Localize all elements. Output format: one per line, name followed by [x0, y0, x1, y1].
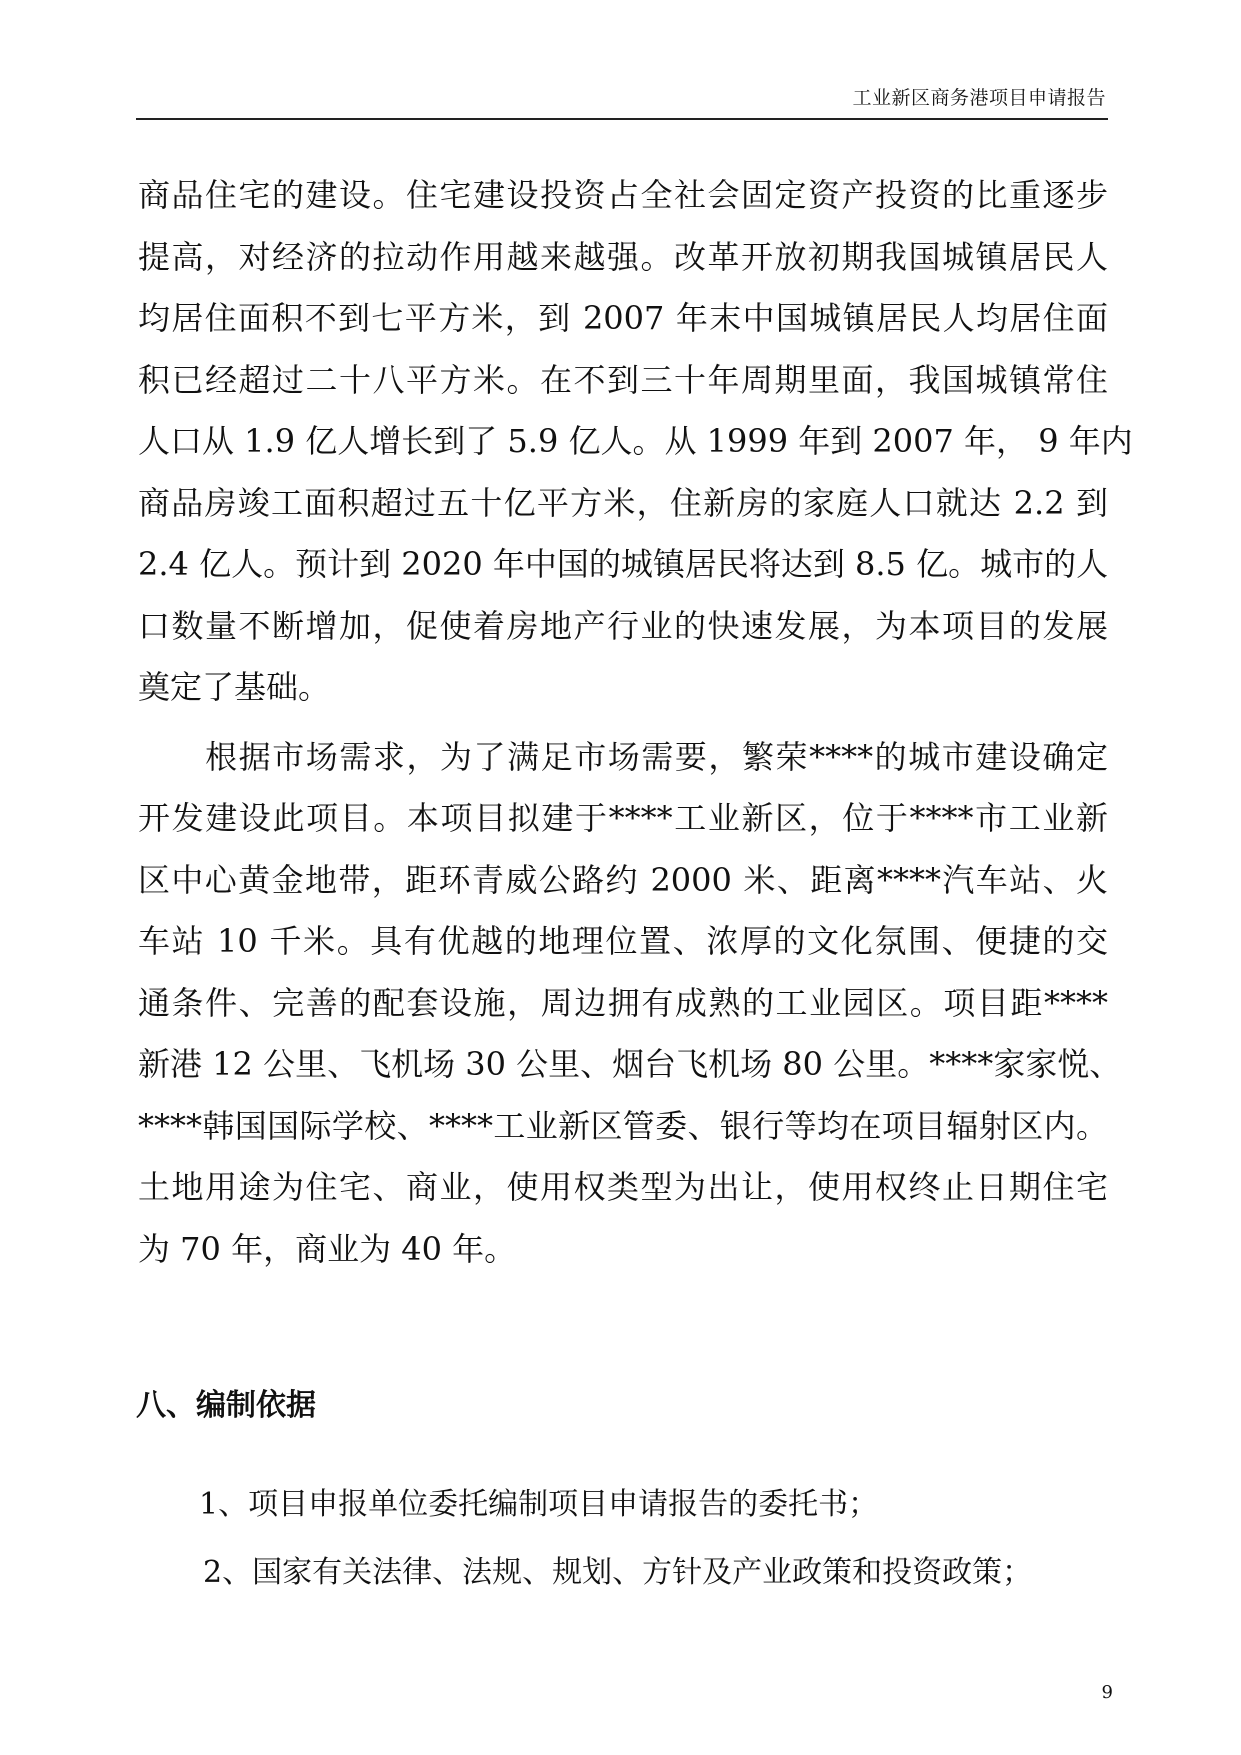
paragraph-gap	[138, 729, 1108, 737]
text-line: 根据市场需求，为了满足市场需要，繁荣****的城市建设确定	[138, 737, 1108, 776]
paragraph-market-background	[138, 175, 1133, 729]
header-title: 工业新区商务港项目申请报告	[852, 87, 1106, 109]
text-line: 新港 12 公里、飞机场 30 公里、烟台飞机场 80 公里。****家家悦、	[138, 1045, 1122, 1083]
basis-list-item: 2、国家有关法律、法规、规划、方针及产业政策和投资政策；	[203, 1555, 1033, 1590]
body-text	[138, 175, 1133, 1290]
text-line: 车站 10 千米。具有优越的地理位置、浓厚的文化氛围、便捷的交	[138, 922, 1108, 960]
text-line: 为 70 年，商业为 40 年。	[138, 1229, 517, 1268]
text-line: 均居住面积不到七平方米，到 2007 年末中国城镇居民人均居住面	[138, 299, 1108, 337]
text-line: 开发建设此项目。本项目拟建于****工业新区，位于****市工业新	[138, 799, 1108, 837]
text-line: 积已经超过二十八平方米。在不到三十年周期里面，我国城镇常住	[138, 360, 1108, 399]
text-line: ****韩国国际学校、****工业新区管委、银行等均在项目辐射区内。	[138, 1106, 1108, 1145]
text-line: 区中心黄金地带，距环青威公路约 2000 米、距离****汽车站、火	[138, 860, 1108, 899]
section-heading: 八、编制依据	[136, 1388, 316, 1423]
text-line: 奠定了基础。	[138, 668, 331, 706]
text-line: 人口从 1.9 亿人增长到了 5.9 亿人。从 1999 年到 2007 年， 9 年内	[138, 422, 1133, 460]
basis-list-item: 1、项目申报单位委托编制项目申请报告的委托书；	[199, 1487, 879, 1522]
paragraph-project-location	[138, 737, 1122, 1291]
text-line: 土地用途为住宅、商业，使用权类型为出让，使用权终止日期住宅	[138, 1168, 1108, 1206]
text-line: 2.4 亿人。预计到 2020 年中国的城镇居民将达到 8.5 亿。城市的人	[138, 545, 1109, 583]
text-line: 口数量不断增加，促使着房地产行业的快速发展，为本项目的发展	[138, 606, 1108, 645]
text-line: 商品住宅的建设。住宅建设投资占全社会固定资产投资的比重逐步	[138, 176, 1108, 214]
text-line: 商品房竣工面积超过五十亿平方米，住新房的家庭人口就达 2.2 到	[138, 483, 1108, 522]
page-header	[136, 86, 1108, 120]
text-line: 提高，对经济的拉动作用越来越强。改革开放初期我国城镇居民人	[138, 237, 1108, 276]
page-number: 9	[1101, 1682, 1113, 1703]
text-line: 通条件、完善的配套设施，周边拥有成熟的工业园区。项目距****	[138, 983, 1108, 1022]
